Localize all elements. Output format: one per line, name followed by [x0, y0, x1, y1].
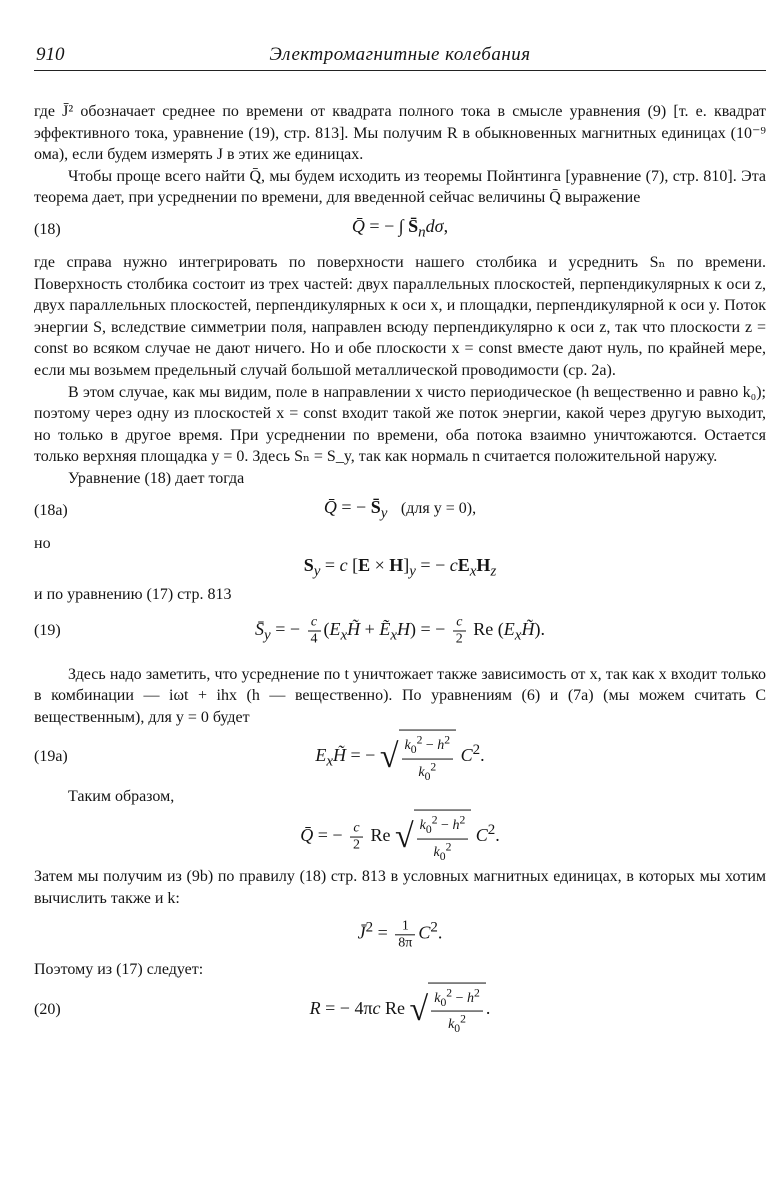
equation-label: (20) [34, 1001, 61, 1019]
paragraph-11: Поэтому из (17) следует: [34, 961, 204, 979]
equation-19 [34, 606, 766, 656]
page-number: 910 [36, 44, 65, 65]
equation-condition: (для y = 0), [400, 499, 477, 517]
paragraph-5: Уравнение (18) дает тогда [68, 469, 245, 487]
equation-label: (19) [34, 621, 61, 639]
paragraph-1: где J̄² обозначает среднее по времени от квадрата полного тока в смысле уравнения (9) [т. е. квадрат эффективного тока, уравнение (19), стр. 813]. Мы получим R в обыкновенных магнитных единицах (10⁻⁹ ома), если будем измерять J в этих же единицах. [34, 103, 766, 164]
running-title: Электромагнитные колебания [269, 44, 531, 65]
equation-label: (18a) [34, 502, 68, 520]
equation-19a [34, 728, 766, 786]
equation-j2 [34, 909, 766, 959]
equation-q [34, 808, 766, 866]
equation-18a [34, 490, 766, 533]
equation-expression: $E_xH̃$ = − √ $\frac{k_0^2 - h^2}{k_0^2}$ $C^2$. [34, 730, 766, 785]
paragraph-4: В этом случае, как мы видим, поле в направлении x чисто периодическое (h вещественно и равно k₀); поэтому через одну из плоскостей x = const входит такой же поток энергии, какой через другую выходит, но только в другое время. При усреднении по времени, оба потока взаимно уничтожаются. Остается только верхняя площадка y = 0. Здесь Sₙ = S_y, так как нормаль n считается положительной наружу. [34, 383, 766, 466]
paragraph-2: Чтобы проще всего найти Q̄, мы будем исходить из теоремы Пойнтинга [уравнение (7), стр. 810]. Эта теорема дает, при усреднении по времени, для введенной сейчас величины Q̄ выражение [34, 167, 766, 207]
equation-sy [34, 554, 766, 584]
equation-label: (18) [34, 221, 61, 239]
equation-expression: R = − 4πc Re √ $\frac{k_0^2 - h^2}{k_0^2}$ . [34, 982, 766, 1037]
equation-18 [34, 209, 766, 252]
paragraph-3: где справа нужно интегрировать по поверхности нашего столбика и усреднить Sₙ по времени. Поверхность столбика состоит из трех частей: двух параллельных плоскостей, перпендикулярных к оси z, двух параллельных плоскостей, перпендикулярных к оси x, и площадки, перпендикулярной к оси y. Поток энергии S, вследствие симметрии поля, направлен всюду перпендикулярно к оси z, так что плоскости z = const во всяком случае не дают ничего. Но и обе плоскости x = const вместе дают нуль, по крайней мере, если мы возьмем предельный случай большой металлической проводимости (ср. 2a). [34, 253, 766, 379]
equation-expression: $S̄_y$ = − $\frac{c}{4}$ ($E_xH̃$ + Ẽ$_x$H) = − $\frac{c}{2}$ Re $(E_xH̃)$. [255, 614, 545, 647]
equation-expression: Q̄ = − $\frac{c}{2}$ Re √ $\frac{k_0^2 - h^2}{k_0^2}$ $C^2$. [34, 810, 766, 865]
equation-expression: J̄$^2$ = $\frac{1}{8\pi}$ $C^2$. [357, 917, 443, 950]
equation-expression: Q̄ = − ∫ $S̄_nd\sigma$, [351, 216, 449, 241]
equation-expression: Q̄ = − $S̄_y$ (для y = 0), [323, 496, 477, 522]
paragraph-10: Затем мы получим из (9b) по правилу (18) стр. 813 в условных магнитных единицах, в которых мы хотим вычислить также и k: [34, 868, 766, 907]
paragraph-6: но [34, 534, 51, 552]
equation-expression: $S_y = c$ $[E \times H]_y$ = − $cE_xH_z$ [303, 555, 497, 580]
equation-20 [34, 981, 766, 1039]
page-body [34, 101, 766, 1039]
paragraph-9: Таким образом, [68, 788, 175, 806]
equation-label: (19a) [34, 748, 68, 766]
page [34, 44, 766, 1039]
paragraph-8: Здесь надо заметить, что усреднение по t уничтожает также зависимость от x, так как x входит только в комбинации — iωt + ihx (h — вещественно). По уравнениям (6) и (7a) (мы можем считать C вещественным), для y = 0 будет [34, 665, 766, 726]
page-header [34, 44, 766, 71]
paragraph-7: и по уравнению (17) стр. 813 [34, 586, 232, 604]
